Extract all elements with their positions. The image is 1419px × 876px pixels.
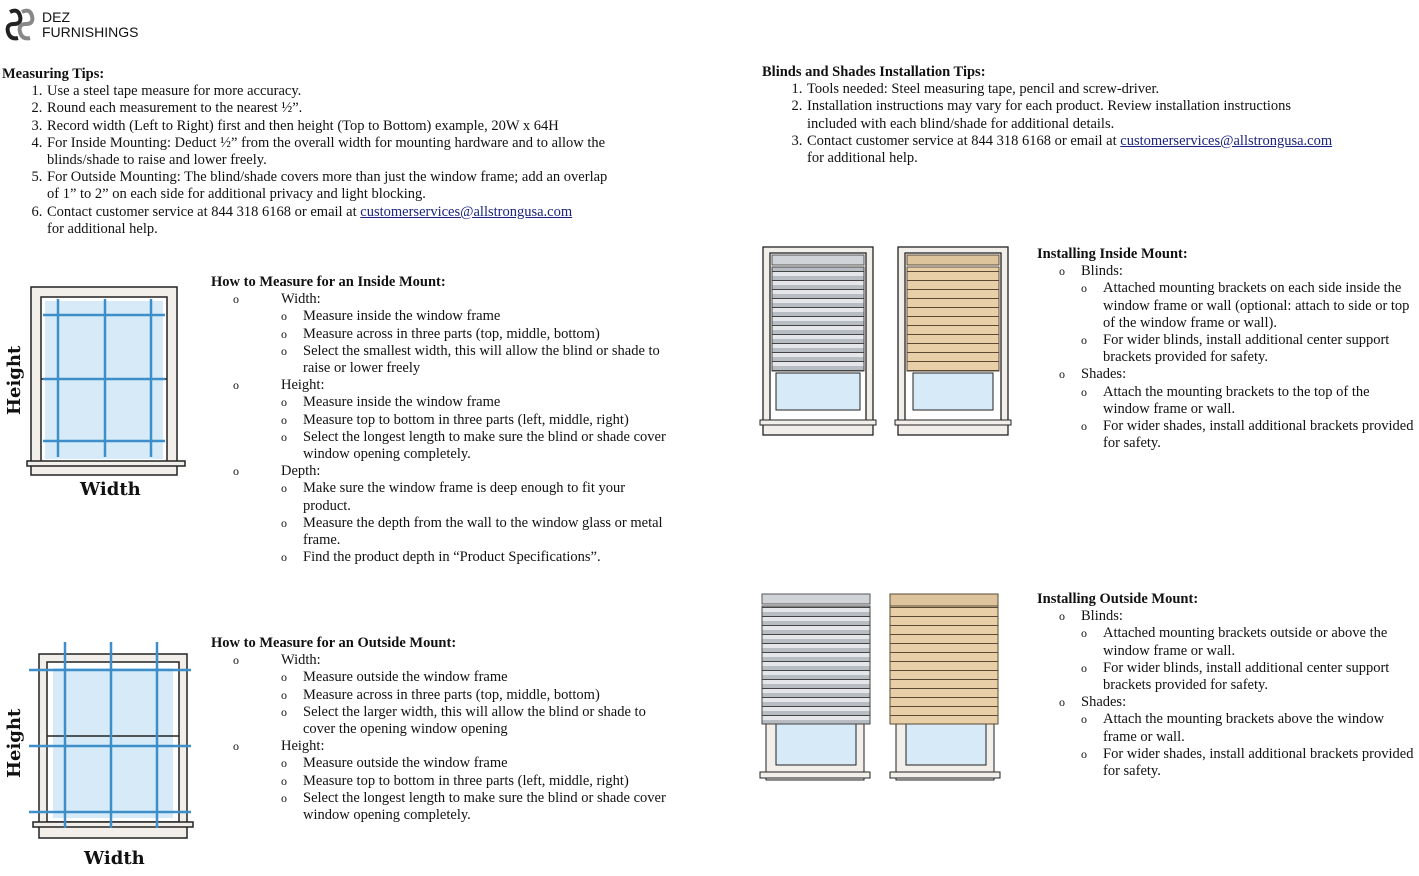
group-height: o Height: o Measure outside the window frame o Measure top to bottom in three parts (left, middle, right) o Select the longest length to make sure the blind or shade cover window opening completely.: [233, 738, 681, 824]
list-item: o Measure outside the window frame: [281, 669, 681, 686]
list-item: o For wider shades, install additional brackets provided for safety.: [1081, 418, 1417, 452]
list-item: o Make sure the window frame is deep enough to fit your product.: [281, 480, 663, 514]
section-title: How to Measure for an Inside Mount:: [211, 274, 446, 290]
height-label: Height: [4, 345, 25, 415]
inside-mount-measure-section: [211, 274, 681, 566]
tip-item: 3. Contact customer service at 844 318 6168 or email at customerservices@allstrongusa.com for additional help.: [806, 133, 1412, 167]
list-item: o Find the product depth in “Product Specifications”.: [281, 549, 681, 566]
width-label: Width: [84, 848, 145, 869]
list-item: o Select the smallest width, this will allow the blind or shade to raise or lower freely: [281, 343, 678, 377]
group-width: o Width: o Measure outside the window frame o Measure across in three parts (top, middle, bottom) o Select the larger width, this will allow the blind or shade to cover the opening window opening: [233, 652, 681, 738]
tip-item: 3. Record width (Left to Right) first and then height (Top to Bottom) example, 20W x 64H: [46, 118, 662, 135]
inside-mount-window-diagram: [25, 285, 190, 480]
installation-tips-section: [762, 64, 1412, 167]
brand-logo: [4, 8, 138, 42]
tip-item: 2. Round each measurement to the nearest ½”.: [46, 100, 662, 117]
list-item: o Measure top to bottom in three parts (left, middle, right): [281, 773, 681, 790]
list-item: o Select the longest length to make sure the blind or shade cover window opening completely.: [281, 429, 678, 463]
measuring-tips-section: [2, 66, 662, 238]
list-item: o Select the longest length to make sure the blind or shade cover window opening completely.: [281, 790, 678, 824]
outside-mount-window-diagram: [25, 640, 195, 845]
group-shades: o Shades: o Attach the mounting brackets to the top of the window frame or wall. o For wider shades, install additional brackets provided for safety.: [1059, 366, 1417, 452]
group-width: o Width: o Measure inside the window frame o Measure across in three parts (top, middle, bottom) o Select the smallest width, this will allow the blind or shade to raise or lower freely: [233, 291, 681, 377]
logo-mark-icon: [4, 8, 40, 42]
list-item: o Select the larger width, this will allow the blind or shade to cover the opening window opening: [281, 704, 678, 738]
list-item: o Attached mounting brackets outside or above the window frame or wall.: [1081, 625, 1417, 659]
list-item: o Attach the mounting brackets above the window frame or wall.: [1081, 711, 1417, 745]
section-title: How to Measure for an Outside Mount:: [211, 635, 457, 651]
tip-item: 2. Installation instructions may vary for each product. Review installation instructions included with each blind/shade for additional details.: [806, 98, 1337, 132]
installation-tips-title: Blinds and Shades Installation Tips:: [762, 64, 986, 80]
group-blinds: o Blinds: o Attached mounting brackets on each side inside the window frame or wall (optional: attach to side or top of the window frame or wall). o For wider blinds, install additional center support brackets provided for safety.: [1059, 263, 1417, 366]
list-item: o Measure the depth from the wall to the window glass or metal frame.: [281, 515, 663, 549]
email-link[interactable]: customerservices@allstrongusa.com: [1120, 132, 1333, 149]
section-title: Installing Outside Mount:: [1037, 591, 1199, 607]
list-item: o Measure outside the window frame: [281, 755, 681, 772]
measuring-tips-title: Measuring Tips:: [2, 66, 105, 82]
group-blinds: o Blinds: o Attached mounting brackets outside or above the window frame or wall. o For wider blinds, install additional center support brackets provided for safety.: [1059, 608, 1417, 694]
group-depth: o Depth: o Make sure the window frame is deep enough to fit your product. o Measure the depth from the wall to the window glass or metal frame. o Find the product depth in “Product Specifications”.: [233, 463, 681, 566]
installing-inside-section: [1037, 246, 1417, 452]
installing-outside-section: [1037, 591, 1417, 780]
inside-mount-blind-shade-illustration: [758, 245, 1013, 440]
logo-line2: FURNISHINGS: [42, 24, 139, 40]
measuring-tips-list: [2, 83, 662, 238]
list-item: o Measure across in three parts (top, middle, bottom): [281, 687, 681, 704]
tip-item: 1. Tools needed: Steel measuring tape, pencil and screw-driver.: [806, 81, 1412, 98]
list-item: o For wider blinds, install additional center support brackets provided for safety.: [1081, 332, 1417, 366]
outside-mount-measure-section: [211, 635, 681, 824]
tip-item: 5. For Outside Mounting: The blind/shade covers more than just the window frame; add an overlap of 1” to 2” on each side for additional privacy and light blocking.: [46, 169, 622, 203]
group-height: o Height: o Measure inside the window frame o Measure top to bottom in three parts (left, middle, right) o Select the longest length to make sure the blind or shade cover window opening completely.: [233, 377, 681, 463]
list-item: o Measure inside the window frame: [281, 394, 681, 411]
tip-item: 4. For Inside Mounting: Deduct ½” from the overall width for mounting hardware and to allow the blinds/shade to raise and lower freely.: [46, 135, 632, 169]
logo-line1: DEZ: [42, 9, 70, 25]
outside-mount-blind-shade-illustration: [758, 590, 1008, 790]
list-item: o For wider shades, install additional brackets provided for safety.: [1081, 746, 1417, 780]
tip-item: 1. Use a steel tape measure for more accuracy.: [46, 83, 662, 100]
group-shades: o Shades: o Attach the mounting brackets above the window frame or wall. o For wider shades, install additional brackets provided for safety.: [1059, 694, 1417, 780]
section-title: Installing Inside Mount:: [1037, 246, 1188, 262]
email-link[interactable]: customerservices@allstrongusa.com: [360, 203, 573, 220]
list-item: o Attached mounting brackets on each side inside the window frame or wall (optional: attach to side or top of the window frame or wall).: [1081, 280, 1417, 332]
width-label: Width: [80, 479, 141, 500]
installation-tips-list: [762, 81, 1412, 167]
list-item: o Measure inside the window frame: [281, 308, 681, 325]
tip-item: 6. Contact customer service at 844 318 6168 or email at customerservices@allstrongusa.com for additional help.: [46, 204, 662, 238]
list-item: o Measure across in three parts (top, middle, bottom): [281, 326, 681, 343]
list-item: o Attach the mounting brackets to the top of the window frame or wall.: [1081, 384, 1417, 418]
height-label: Height: [4, 708, 25, 778]
list-item: o For wider blinds, install additional center support brackets provided for safety.: [1081, 660, 1417, 694]
list-item: o Measure top to bottom in three parts (left, middle, right): [281, 412, 681, 429]
